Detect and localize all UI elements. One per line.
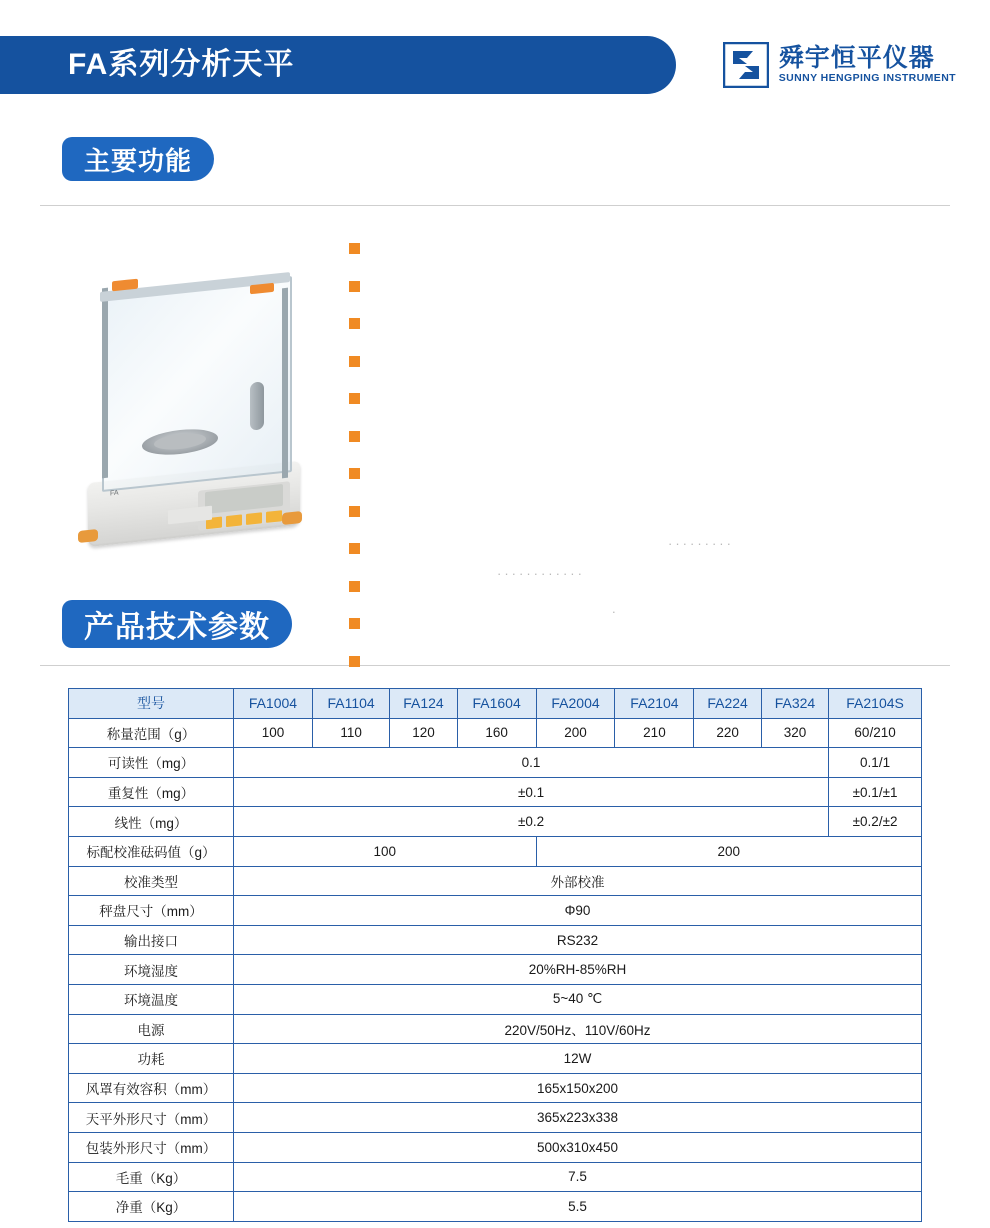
table-row — [69, 1132, 922, 1162]
shield-post-left — [102, 288, 108, 479]
table-row-label: 线性（mg） — [69, 807, 234, 837]
table-row — [69, 1162, 922, 1192]
table-header-model: FA124 — [390, 689, 457, 719]
table-row-label: 环境温度 — [69, 984, 234, 1014]
keypad-key — [226, 514, 242, 527]
table-header-row — [69, 689, 922, 719]
table-row-label: 电源 — [69, 1014, 234, 1044]
table-header-model: FA2104S — [829, 689, 922, 719]
table-header-model: FA1104 — [312, 689, 389, 719]
product-image — [50, 258, 335, 576]
table-cell: 165x150x200 — [234, 1073, 922, 1103]
table-header-model: FA2104 — [615, 689, 694, 719]
divider-bottom — [40, 665, 950, 666]
logo-company-cn: 舜宇恒平仪器 — [778, 44, 935, 72]
table-cell: 220 — [694, 718, 761, 748]
feature-bullet — [349, 243, 360, 254]
table-row — [69, 1192, 922, 1222]
table-row — [69, 718, 922, 748]
table-cell: 0.1/1 — [829, 748, 922, 778]
feature-bullet-list — [349, 243, 360, 667]
table-row — [69, 984, 922, 1014]
table-row-label: 可读性（mg） — [69, 748, 234, 778]
table-row — [69, 1014, 922, 1044]
table-row-label: 重复性（mg） — [69, 777, 234, 807]
table-cell: 12W — [234, 1044, 922, 1074]
table-cell: 100 — [234, 836, 537, 866]
table-row — [69, 955, 922, 985]
annotation-dots-3: . — [612, 601, 616, 616]
feature-bullet — [349, 618, 360, 629]
section-tag-specs: 产品技术参数 — [62, 600, 292, 648]
table-cell: ±0.2 — [234, 807, 829, 837]
table-cell: 5~40 ℃ — [234, 984, 922, 1014]
table-cell: 200 — [536, 718, 615, 748]
table-cell: 120 — [390, 718, 457, 748]
glass-enclosure — [102, 276, 292, 492]
table-row-label: 毛重（Kg） — [69, 1162, 234, 1192]
feature-bullet — [349, 431, 360, 442]
section-tag-functions: 主要功能 — [62, 137, 214, 181]
feature-bullet — [349, 506, 360, 517]
table-row — [69, 777, 922, 807]
keypad-key — [266, 510, 282, 523]
table-row-label: 包装外形尺寸（mm） — [69, 1132, 234, 1162]
spec-table-wrapper — [68, 688, 922, 1222]
table-cell: 200 — [536, 836, 921, 866]
table-cell: 60/210 — [829, 718, 922, 748]
table-header-model: FA1004 — [234, 689, 313, 719]
table-row — [69, 807, 922, 837]
feature-bullet — [349, 543, 360, 554]
table-row-label: 标配校准砝码值（g） — [69, 836, 234, 866]
table-row — [69, 1103, 922, 1133]
page-title: FA系列分析天平 — [68, 48, 295, 81]
table-cell: 100 — [234, 718, 313, 748]
feature-bullet — [349, 656, 360, 667]
logo-company-en: SUNNY HENGPING INSTRUMENT — [778, 72, 956, 84]
table-cell: 220V/50Hz、110V/60Hz — [234, 1014, 922, 1044]
table-row-label: 功耗 — [69, 1044, 234, 1074]
table-row — [69, 866, 922, 896]
table-row — [69, 836, 922, 866]
feature-bullet — [349, 281, 360, 292]
table-row — [69, 896, 922, 926]
table-cell: 320 — [761, 718, 828, 748]
company-logo — [723, 42, 956, 88]
annotation-dots-2: ············ — [497, 566, 585, 581]
table-row-label: 环境湿度 — [69, 955, 234, 985]
table-header-model: FA224 — [694, 689, 761, 719]
table-row-label: 净重（Kg） — [69, 1192, 234, 1222]
table-cell: 7.5 — [234, 1162, 922, 1192]
table-cell: 5.5 — [234, 1192, 922, 1222]
table-row-label: 称量范围（g） — [69, 718, 234, 748]
feature-bullet — [349, 393, 360, 404]
table-row-label: 风罩有效容积（mm） — [69, 1073, 234, 1103]
feature-bullet — [349, 318, 360, 329]
brand-mark: FA — [110, 489, 119, 498]
table-cell: 210 — [615, 718, 694, 748]
table-header-model: FA2004 — [536, 689, 615, 719]
table-row-label: 校准类型 — [69, 866, 234, 896]
table-cell: 160 — [457, 718, 536, 748]
table-row — [69, 748, 922, 778]
table-header-label: 型号 — [69, 689, 234, 719]
leveling-foot-right — [282, 511, 302, 525]
shield-post-right — [282, 288, 288, 479]
page-header — [0, 0, 990, 110]
table-cell: 0.1 — [234, 748, 829, 778]
table-cell: ±0.1/±1 — [829, 777, 922, 807]
table-row — [69, 1073, 922, 1103]
spec-table — [68, 688, 922, 1222]
feature-bullet — [349, 581, 360, 592]
table-cell: 365x223x338 — [234, 1103, 922, 1133]
table-cell: Φ90 — [234, 896, 922, 926]
divider-top — [40, 205, 950, 206]
annotation-dots-1: ········· — [668, 536, 734, 551]
logo-text — [779, 45, 956, 85]
feature-bullet — [349, 468, 360, 479]
table-header-model: FA324 — [761, 689, 828, 719]
table-cell: 20%RH-85%RH — [234, 955, 922, 985]
table-row — [69, 1044, 922, 1074]
shield-door-handle — [250, 381, 264, 430]
table-cell: 110 — [312, 718, 389, 748]
table-row-label: 秤盘尺寸（mm） — [69, 896, 234, 926]
table-cell: 外部校准 — [234, 866, 922, 896]
table-cell: ±0.1 — [234, 777, 829, 807]
table-cell: RS232 — [234, 925, 922, 955]
table-cell: 500x310x450 — [234, 1132, 922, 1162]
spec-table-body — [69, 718, 922, 1221]
table-row-label: 输出接口 — [69, 925, 234, 955]
table-row-label: 天平外形尺寸（mm） — [69, 1103, 234, 1133]
leveling-foot-left — [78, 529, 98, 543]
table-cell: ±0.2/±2 — [829, 807, 922, 837]
spec-table-head — [69, 689, 922, 719]
feature-bullet — [349, 356, 360, 367]
table-row — [69, 925, 922, 955]
logo-mark-icon — [723, 42, 769, 88]
keypad-key — [246, 512, 262, 525]
table-header-model: FA1604 — [457, 689, 536, 719]
